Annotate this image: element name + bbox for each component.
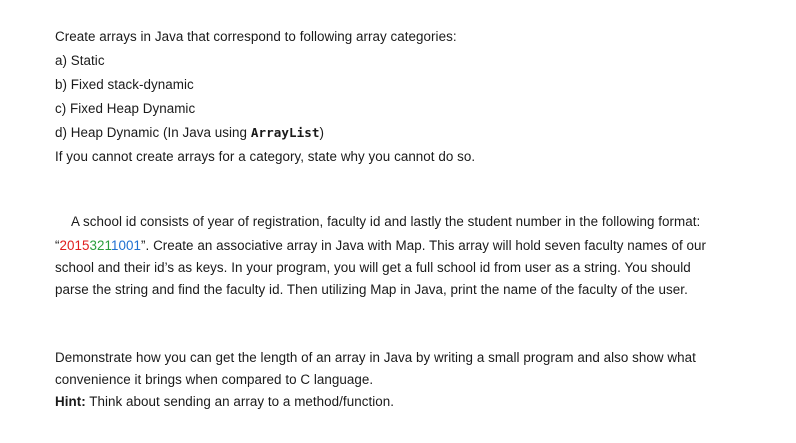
school-id-faculty: 321 [89,238,112,253]
q2-open-quote: “ [55,238,60,253]
q3-line2: convenience it brings when compared to C language. [55,372,374,387]
q3-hint [55,393,394,411]
q2-line1: A school id consists of year of registration, faculty id and lastly the student number in the following format: [71,214,701,229]
q1-item-c: c) Fixed Heap Dynamic [55,101,196,116]
school-id-year: 2015 [59,238,90,253]
q1-outro: If you cannot create arrays for a category, state why you cannot do so. [55,149,476,164]
q1-item-d-prefix: d) Heap Dynamic (In Java using [55,125,251,140]
q1-item-a: a) Static [55,53,105,68]
hint-text: Think about sending an array to a method/function. [85,394,395,409]
hint-label: Hint: [55,394,86,409]
q2-line4: parse the string and find the faculty id. Then utilizing Map in Java, print the name of the faculty of the user. [55,282,688,297]
q2-line2-rest: ”. Create an associative array in Java with Map. This array will hold seven faculty names of our [141,238,706,253]
q2-line2 [55,237,706,255]
school-id-student: 1001 [111,238,142,253]
q1-item-d-suffix: ) [319,125,325,140]
q1-item-d-code: ArrayList [250,125,320,140]
q3-line1: Demonstrate how you can get the length of an array in Java by writing a small program and also show what [55,350,696,365]
q2-line3: school and their id’s as keys. In your program, you will get a full school id from user as a string. You should [55,260,691,275]
q1-item-d [55,124,324,142]
q1-intro: Create arrays in Java that correspond to following array categories: [55,29,457,44]
q1-item-b: b) Fixed stack-dynamic [55,77,194,92]
